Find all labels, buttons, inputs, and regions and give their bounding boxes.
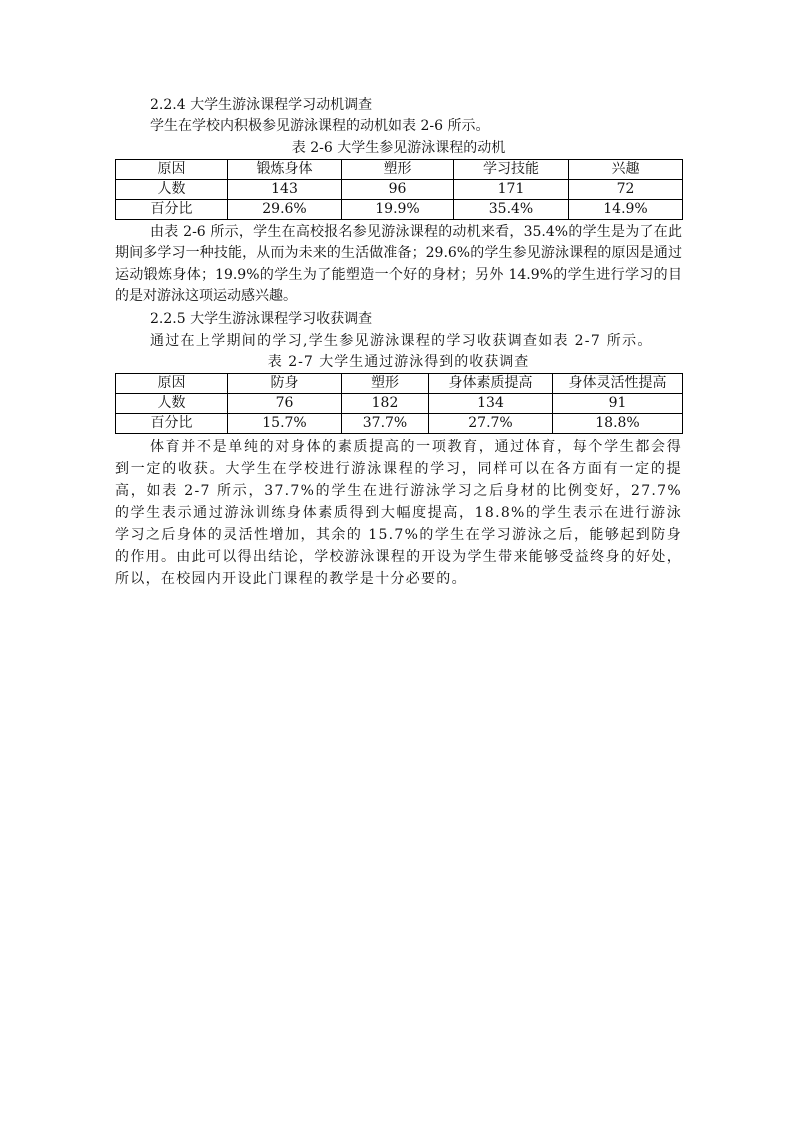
- table-cell: 91: [553, 393, 683, 413]
- table-cell: 百分比: [116, 413, 228, 433]
- section-2-2-4-analysis: 由表 2-6 所示，学生在高校报名参见游泳课程的动机来看，35.4%的学生是为了在此期间多学习一种技能，从而为未来的生活做准备；29.6%的学生参见游泳课程的原因是通过运动锻炼身体；19.9%的学生为了能塑造一个好的身材；另外 14.9%的学生进行学习的目的是对游泳这项运动感兴趣。: [115, 223, 682, 304]
- table-cell: 29.6%: [228, 199, 342, 219]
- table-cell: 人数: [116, 179, 228, 199]
- table-2-6: [115, 159, 683, 220]
- section-heading-2-2-5: 2.2.5 大学生游泳课程学习收获调查: [150, 310, 373, 327]
- table-cell: 143: [228, 179, 342, 199]
- table-row: [116, 393, 683, 413]
- table-header-cell: 塑形: [342, 159, 454, 179]
- table-2-6-caption: 表 2-6 大学生参见游泳课程的动机: [291, 139, 506, 156]
- table-cell: 14.9%: [569, 199, 683, 219]
- table-cell: 人数: [116, 393, 228, 413]
- table-header-cell: 身体灵活性提高: [553, 373, 683, 393]
- table-cell: 19.9%: [342, 199, 454, 219]
- table-header-cell: 防身: [228, 373, 342, 393]
- table-cell: 15.7%: [228, 413, 342, 433]
- section-heading-2-2-4: 2.2.4 大学生游泳课程学习动机调查: [150, 97, 373, 113]
- table-header-cell: 塑形: [342, 373, 429, 393]
- table-header-cell: 锻炼身体: [228, 159, 342, 179]
- table-cell: 百分比: [116, 199, 228, 219]
- table-2-7: [115, 373, 683, 434]
- section-2-2-5-conclusion: 体育并不是单纯的对身体的素质提高的一项教育，通过体育，每个学生都会得到一定的收获。大学生在学校进行游泳课程的学习，同样可以在各方面有一定的提高，如表 2-7 所示，37.7%的学生在进行游泳学习之后身材的比例变好，27.7%的学生表示通过游泳训练身体素质得到大幅度提高，18.8%的学生表示在进行游泳学习之后身体的灵活性增加，其余的 15.7%的学生在学习游泳之后，能够起到防身的作用。由此可以得出结论，学校游泳课程的开设为学生带来能够受益终身的好处，所以，在校园内开设此门课程的教学是十分必要的。: [115, 438, 682, 587]
- table-header-cell: 身体素质提高: [429, 373, 553, 393]
- section-2-2-4-intro: 学生在学校内积极参见游泳课程的动机如表 2-6 所示。: [150, 118, 490, 134]
- table-header-cell: 兴趣: [569, 159, 683, 179]
- section-2-2-5-intro: 通过在上学期间的学习,学生参见游泳课程的学习收获调查如表 2-7 所示。: [150, 332, 653, 349]
- table-header-row: [116, 159, 683, 179]
- table-cell: 171: [454, 179, 569, 199]
- table-cell: 96: [342, 179, 454, 199]
- table-row: [116, 179, 683, 199]
- table-header-row: [116, 373, 683, 393]
- document-body: [115, 94, 682, 590]
- table-header-cell: 原因: [116, 373, 228, 393]
- table-row: [116, 199, 683, 219]
- table-cell: 37.7%: [342, 413, 429, 433]
- table-cell: 182: [342, 393, 429, 413]
- table-2-7-caption: 表 2-7 大学生通过游泳得到的收获调查: [267, 353, 530, 370]
- table-cell: 18.8%: [553, 413, 683, 433]
- table-header-cell: 学习技能: [454, 159, 569, 179]
- table-cell: 134: [429, 393, 553, 413]
- table-cell: 35.4%: [454, 199, 569, 219]
- table-header-cell: 原因: [116, 159, 228, 179]
- table-cell: 72: [569, 179, 683, 199]
- table-cell: 27.7%: [429, 413, 553, 433]
- table-cell: 76: [228, 393, 342, 413]
- table-row: [116, 413, 683, 433]
